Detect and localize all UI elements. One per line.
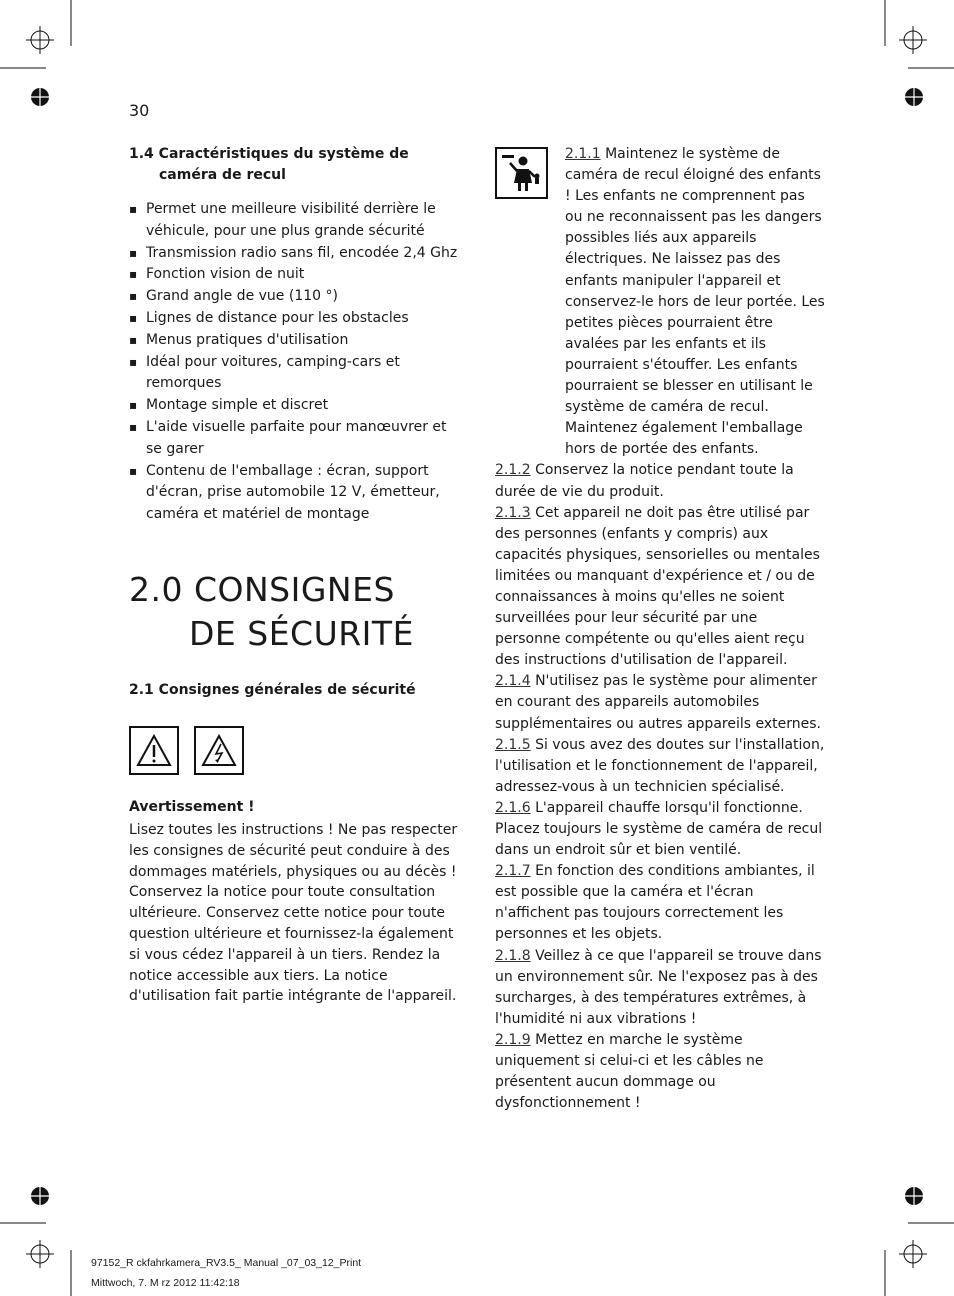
chapter-title-line2: DE SÉCURITÉ (189, 614, 414, 653)
registration-mark-icon (904, 87, 924, 107)
item-number: 2.1.4 (495, 673, 531, 690)
safety-item-2-1-4 (495, 671, 825, 734)
item-text: N'utilisez pas le système pour alimenter en courant des appareils automobiles supplémentaires ou autres appareils externes. (495, 673, 821, 732)
safety-item-2-1-7 (495, 861, 825, 945)
section-1-4-heading-line2: caméra de recul (159, 167, 286, 183)
safety-item-2-1-5 (495, 735, 825, 798)
list-item: ▪ Permet une meilleure visibilité derrière le véhicule, pour une plus grande sécurité (129, 199, 464, 243)
section-1-4-heading-line1: 1.4 Caractéristiques du système de (129, 146, 409, 162)
item-number: 2.1.2 (495, 462, 531, 479)
registration-mark-icon (26, 1240, 54, 1268)
list-item: ▪ L'aide visuelle parfaite pour manœuvrer et se garer (129, 417, 464, 461)
warning-text: Lisez toutes les instructions ! Ne pas respecter les consignes de sécurité peut conduire à des dommages matériels, physiques ou au décès ! Conservez la notice pour toute consultation ultérieure. Conservez cette notice pour toute question ultérieure et fournissez-la également si vous cédez l'appareil à un tiers. Rendez la notice accessible aux tiers. La notice d'utilisation fait partie intégrante de l'appareil. (129, 822, 458, 1005)
item-number: 2.1.9 (495, 1031, 531, 1048)
item-number: 2.1.7 (495, 863, 531, 880)
item-text: Mettez en marche le système uniquement si celui-ci et les câbles ne présentent aucun dommage ou dysfonctionnement ! (495, 1031, 764, 1112)
list-item: ▪ Transmission radio sans fil, encodée 2,4 Ghz (129, 243, 464, 265)
feature-list (129, 199, 464, 526)
registration-mark-icon (899, 1240, 927, 1268)
registration-mark-icon (899, 26, 927, 54)
list-item: ▪ Fonction vision de nuit (129, 264, 464, 286)
item-number: 2.1.3 (495, 504, 531, 521)
item-text: Si vous avez des doutes sur l'installation, l'utilisation et le fonctionnement de l'appareil, adressez-vous à un technicien spécialisé. (495, 736, 825, 795)
warning-triangle-icon (129, 726, 179, 775)
list-item: ▪ Lignes de distance pour les obstacles (129, 308, 464, 330)
registration-mark-icon (30, 87, 50, 107)
item-text: Conservez la notice pendant toute la durée de vie du produit. (495, 462, 794, 500)
electric-hazard-icon (194, 726, 244, 775)
chapter-title-line1: 2.0 CONSIGNES (129, 570, 395, 609)
safety-item-2-1-3 (495, 503, 825, 672)
safety-item-2-1-6 (495, 798, 825, 861)
list-item: ▪ Contenu de l'emballage : écran, support d'écran, prise automobile 12 V, émetteur, caméra et matériel de montage (129, 461, 464, 526)
item-number: 2.1.5 (495, 736, 531, 753)
registration-mark-icon (26, 26, 54, 54)
chapter-title (129, 568, 414, 656)
print-footer-line2: Mittwoch, 7. M rz 2012 11:42:18 (91, 1277, 240, 1289)
list-item: ▪ Idéal pour voitures, camping-cars et remorques (129, 352, 464, 396)
item-number: 2.1.6 (495, 799, 531, 816)
safety-item-2-1-9 (495, 1030, 825, 1114)
safety-item-2-1-2 (495, 460, 825, 502)
section-1-4-heading (129, 144, 409, 186)
item-text: Cet appareil ne doit pas être utilisé par des personnes (enfants y compris) aux capacités physiques, sensorielles ou mentales limitées ou manquant d'expérience et / ou de connaissances à moins qu'elles ne soient surveillées pour leur sécurité par une personne compétente ou qu'elles aient reçu des instructions d'utilisation de l'appareil. (495, 504, 820, 669)
registration-mark-icon (30, 1186, 50, 1206)
list-item: ▪ Montage simple et discret (129, 395, 464, 417)
safety-item-2-1-1 (495, 144, 825, 460)
section-2-1-heading: 2.1 Consignes générales de sécurité (129, 682, 416, 698)
item-text: Veillez à ce que l'appareil se trouve dans un environnement sûr. Ne l'exposez pas à des surcharges, à des températures extrêmes, à l'humidité ni aux vibrations ! (495, 947, 822, 1027)
safety-item-2-1-8 (495, 946, 825, 1030)
item-number: 2.1.8 (495, 947, 531, 964)
safety-instructions (495, 144, 825, 1114)
list-item: ▪ Menus pratiques d'utilisation (129, 330, 464, 352)
registration-mark-icon (904, 1186, 924, 1206)
list-item: ▪ Grand angle de vue (110 °) (129, 286, 464, 308)
item-number: 2.1.1 (565, 146, 601, 162)
item-text: L'appareil chauffe lorsqu'il fonctionne. Placez toujours le système de caméra de recul dans un endroit sûr et bien ventilé. (495, 799, 823, 859)
item-text: Maintenez le système de caméra de recul éloigné des enfants ! Les enfants ne comprennent pas ou ne reconnaissent pas les dangers possibles liés aux appareils électriques. Ne laissez pas des enfants manipuler l'appareil et conservez-le hors de leur portée. Les petites pièces pourraient être avalées par les enfants et ils pourraient s'étouffer. Les enfants pourraient se blesser en utilisant le système de caméra de recul. Maintenez également l'emballage hors de portée des enfants. (565, 146, 825, 458)
warning-heading: Avertissement ! (129, 799, 255, 815)
print-footer-line1: 97152_R ckfahrkamera_RV3.5_ Manual _07_03_12_Print (91, 1257, 362, 1269)
item-text: En fonction des conditions ambiantes, il est possible que la caméra et l'écran n'affichent pas toujours correctement les personnes et les objets. (495, 863, 815, 943)
page-number: 30 (129, 101, 150, 120)
